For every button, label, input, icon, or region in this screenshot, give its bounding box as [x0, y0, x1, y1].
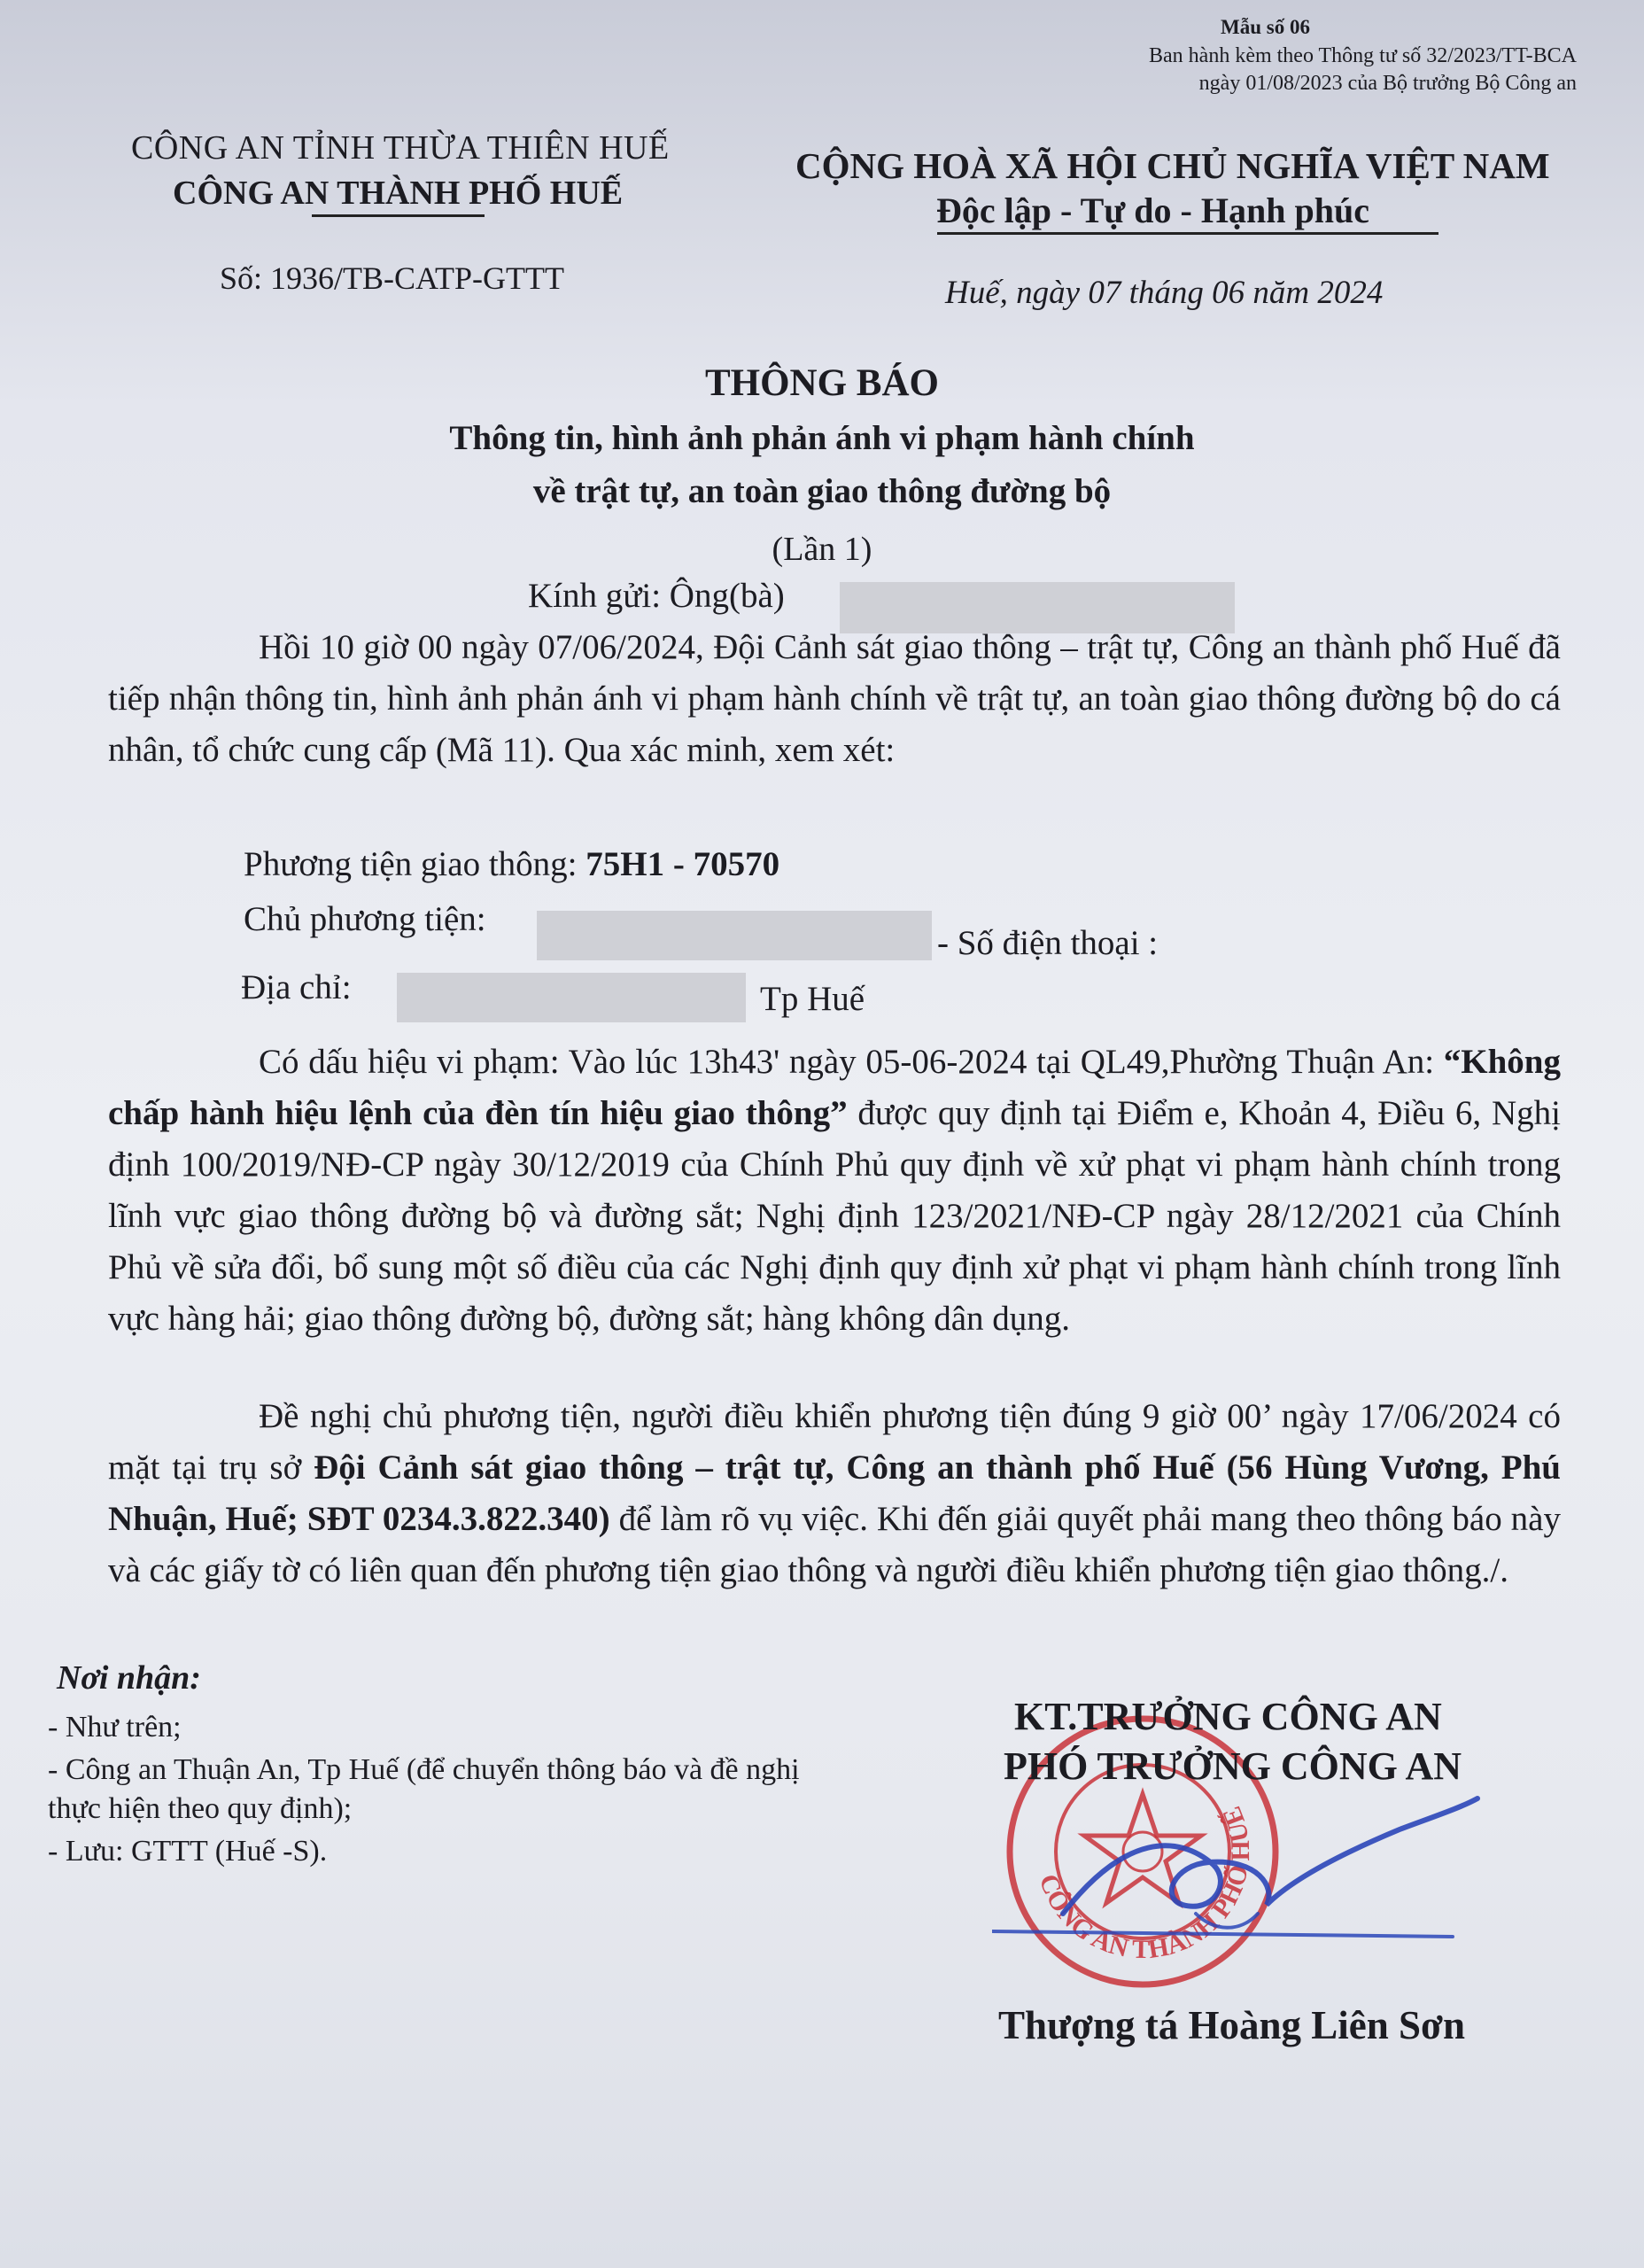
address-city: Tp Huế	[760, 980, 865, 1018]
request-office: Đội Cảnh sát giao thông – trật tự, Công an thành phố Huế (56 Hùng Vương, Phú Nhuận, Huế; SĐT 0234.3.822.340)	[108, 1449, 1561, 1538]
vehicle-label: Phương tiện giao thông:	[244, 845, 586, 883]
signature-title-1: KT.TRƯỞNG CÔNG AN	[1014, 1695, 1442, 1738]
vehicle-line	[244, 844, 779, 884]
place-date: Huế, ngày 07 tháng 06 năm 2024	[945, 275, 1384, 311]
phone-label: - Số điện thoại :	[937, 924, 1159, 962]
stamp-text: CÔNG AN THÀNH PHỐ HUẾ	[1033, 1802, 1256, 1965]
national-title: CỘNG HOÀ XÃ HỘI CHỦ NGHĨA VIỆT NAM	[795, 145, 1550, 186]
national-motto: Độc lập - Tự do - Hạnh phúc	[936, 190, 1369, 230]
document-subtitle-2: về trật tự, an toàn giao thông đường bộ	[532, 472, 1112, 510]
handwritten-signature	[992, 1781, 1488, 1993]
redacted-owner-name	[537, 911, 932, 960]
violation-prefix: Có dấu hiệu vi phạm: Vào lúc 13h43' ngày 05-06-2024 tại QL49,Phường Thuận An:	[259, 1043, 1444, 1081]
recipients-heading: Nơi nhận:	[57, 1659, 201, 1697]
recipient-item: - Công an Thuận An, Tp Huế (để chuyển thông báo và đề nghị thực hiện theo quy định);	[48, 1753, 800, 1825]
signer-name: Thượng tá Hoàng Liên Sơn	[998, 2003, 1465, 2047]
agency-parent: CÔNG AN TỈNH THỪA THIÊN HUẾ	[131, 129, 670, 167]
agency-name: CÔNG AN THÀNH PHỐ HUẾ	[173, 175, 624, 212]
redacted-address	[397, 973, 746, 1022]
agency-underline	[312, 214, 485, 217]
violation-description: “Không chấp hành hiệu lệnh của đèn tín hiệu giao thông”	[108, 1043, 1561, 1132]
recipient-label: Kính gửi: Ông(bà)	[528, 577, 785, 615]
form-legal-note	[1017, 43, 1577, 97]
notice-round: (Lần 1)	[772, 531, 872, 568]
intro-paragraph: Hồi 10 giờ 00 ngày 07/06/2024, Đội Cảnh sát giao thông – trật tự, Công an thành phố Huế đã tiếp nhận thông tin, hình ảnh phản ánh vi phạm hành chính về trật tự, an toàn giao thông đường bộ do cá nhân, tổ chức cung cấp (Mã 11). Qua xác minh, xem xét:	[108, 628, 1561, 769]
request-prefix: Đề nghị chủ phương tiện, người điều khiển phương tiện đúng 9 giờ 00’ ngày 17/06/2024 có mặt tại trụ sở	[108, 1397, 1561, 1487]
violation-legal-basis: được quy định tại Điểm e, Khoản 4, Điều 6, Nghị định 100/2019/NĐ-CP ngày 30/12/2019 của Chính Phủ quy định về xử phạt vi phạm hành chính trong lĩnh vực giao thông đường bộ và đường sắt; Nghị định 123/2021/NĐ-CP ngày 28/12/2021 của Chính Phủ về sửa đổi, bổ sung một số điều của các Nghị định quy định xử phạt vi phạm hành chính trong lĩnh vực hàng hải; giao thông đường bộ, đường sắt; hàng không dân dụng.	[108, 1094, 1561, 1338]
document-number: Số: 1936/TB-CATP-GTTT	[220, 260, 565, 296]
request-suffix: để làm rõ vụ việc. Khi đến giải quyết phải mang theo thông báo này và các giấy tờ có liên quan đến phương tiện giao thông và người điều khiển phương tiện giao thông./.	[108, 1500, 1561, 1589]
recipient-item: - Như trên;	[48, 1711, 182, 1744]
recipient-item: - Lưu: GTTT (Huế -S).	[48, 1835, 328, 1868]
request-paragraph	[108, 1391, 1561, 1596]
violation-paragraph	[108, 1037, 1561, 1345]
address-label: Địa chỉ:	[241, 968, 352, 1006]
form-note-line1: Ban hành kèm theo Thông tư số 32/2023/TT-BCA	[1149, 44, 1577, 67]
document-title: THÔNG BÁO	[704, 362, 939, 404]
form-number: Mẫu số 06	[1221, 16, 1310, 38]
owner-label: Chủ phương tiện:	[244, 900, 486, 938]
document-subtitle-1: Thông tin, hình ảnh phản ánh vi phạm hành chính	[449, 419, 1195, 457]
signature-title-2: PHÓ TRƯỞNG CÔNG AN	[1004, 1744, 1462, 1788]
motto-underline	[937, 232, 1438, 235]
form-note-line2: ngày 01/08/2023 của Bộ trưởng Bộ Công an	[1198, 72, 1577, 95]
vehicle-plate: 75H1 - 70570	[585, 845, 780, 883]
